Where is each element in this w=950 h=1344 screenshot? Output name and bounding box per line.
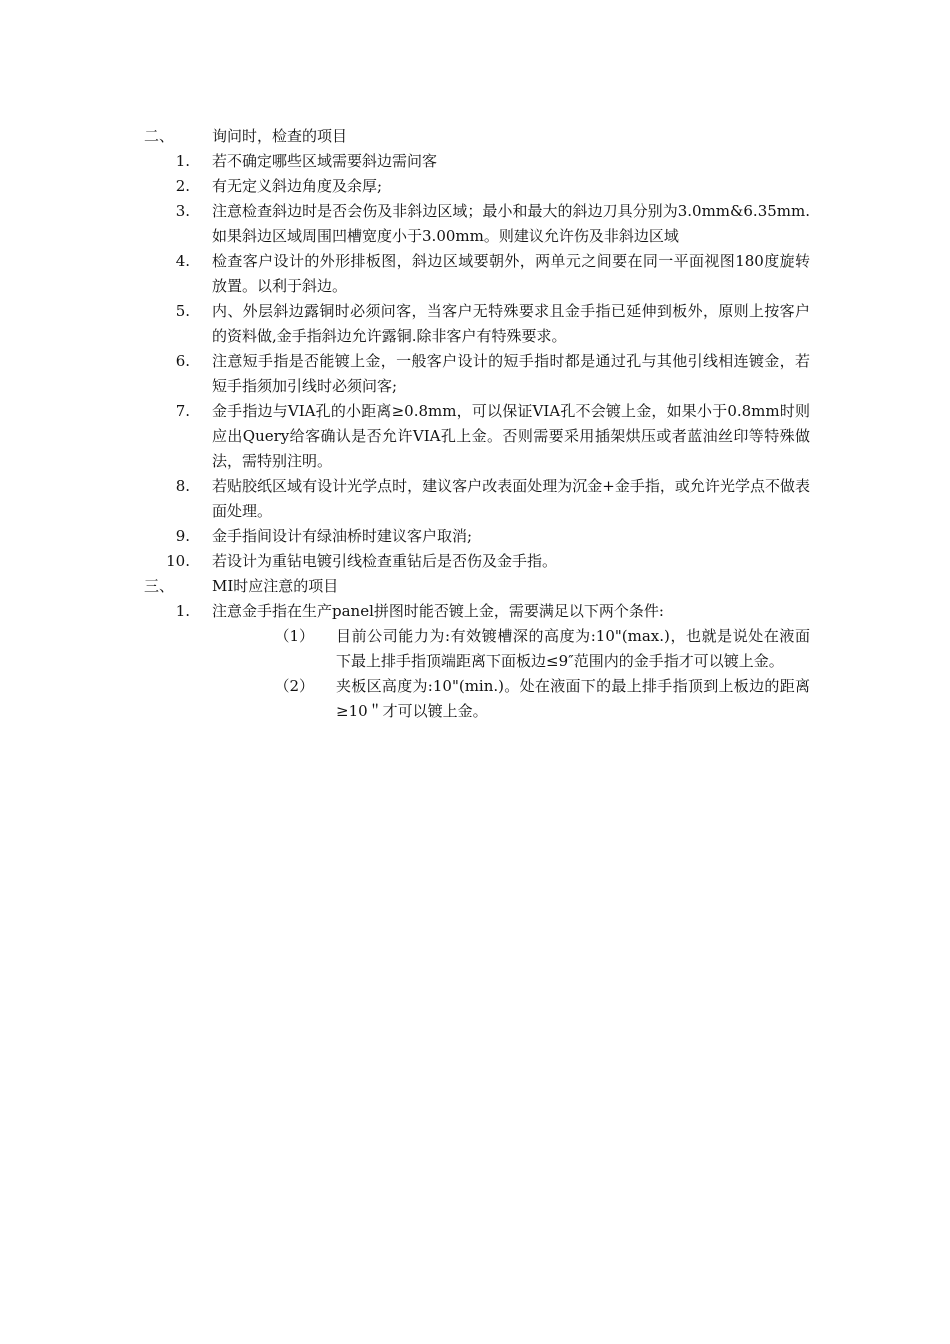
item-number: 8. <box>175 477 190 495</box>
list-item <box>140 249 810 299</box>
item-text: 若不确定哪些区域需要斜边需问客 <box>212 152 438 170</box>
item-text: 有无定义斜边角度及余厚; <box>212 177 383 195</box>
item-text: 注意检查斜边时是否会伤及非斜边区域；最小和最大的斜边刀具分别为3.0mm&6.35mm.如果斜边区域周围凹槽宽度小于3.00mm。则建议允许伤及非斜边区域 <box>212 202 810 245</box>
list-item <box>140 549 810 574</box>
item-number: 5. <box>175 302 190 320</box>
item-text: 金手指间设计有绿油桥时建议客户取消; <box>212 527 473 545</box>
sub-item-text: 夹板区高度为:10"(min.)。处在液面下的最上排手指顶到上板边的距离≥10＂才可以镀上金。 <box>336 677 810 720</box>
section-title: MI时应注意的项目 <box>212 577 339 595</box>
sub-item-number: （2） <box>274 677 314 695</box>
item-number: 2. <box>175 177 190 195</box>
item-number: 4. <box>175 252 190 270</box>
section-title: 询问时，检查的项目 <box>212 127 348 145</box>
item-text: 内、外层斜边露铜时必须问客，当客户无特殊要求且金手指已延伸到板外，原则上按客户的资料做,金手指斜边允许露铜.除非客户有特殊要求。 <box>212 302 810 345</box>
list-item <box>140 524 810 549</box>
item-text: 金手指边与VIA孔的小距离≥0.8mm，可以保证VIA孔不会镀上金，如果小于0.8mm时则应出Query给客确认是否允许VIA孔上金。否则需要采用插架烘压或者蓝油丝印等特殊做法，需特别注明。 <box>212 402 810 470</box>
item-number: 10. <box>166 552 190 570</box>
list-item <box>140 349 810 399</box>
list-item <box>140 474 810 524</box>
item-text: 若贴胶纸区域有设计光学点时，建议客户改表面处理为沉金+金手指，或允许光学点不做表面处理。 <box>212 477 810 520</box>
item-text: 若设计为重钻电镀引线检查重钻后是否伤及金手指。 <box>212 552 558 570</box>
list-item <box>140 174 810 199</box>
sub-item-text: 目前公司能力为:有效镀槽深的高度为:10"(max.)，也就是说处在液面下最上排手指顶端距离下面板边≤9″范围内的金手指才可以镀上金。 <box>336 627 810 670</box>
section-heading <box>140 124 810 149</box>
sub-list-item <box>140 674 810 724</box>
item-text: 注意金手指在生产panel拼图时能否镀上金，需要满足以下两个条件: <box>212 602 664 620</box>
list-item <box>140 299 810 349</box>
item-number: 6. <box>175 352 190 370</box>
list-item <box>140 149 810 174</box>
sub-list-item <box>140 624 810 674</box>
item-text: 检查客户设计的外形排板图，斜边区域要朝外，两单元之间要在同一平面视图180度旋转放置。以利于斜边。 <box>212 252 810 295</box>
item-number: 1. <box>175 602 190 620</box>
document-content <box>140 124 810 724</box>
section-number: 二、 <box>144 127 175 145</box>
item-text: 注意短手指是否能镀上金，一般客户设计的短手指时都是通过孔与其他引线相连镀金，若短手指须加引线时必须问客; <box>212 352 810 395</box>
section-heading <box>140 574 810 599</box>
item-number: 7. <box>175 402 190 420</box>
item-number: 3. <box>175 202 190 220</box>
list-item <box>140 199 810 249</box>
item-number: 9. <box>175 527 190 545</box>
list-item <box>140 399 810 474</box>
section-number: 三、 <box>144 577 175 595</box>
list-item <box>140 599 810 624</box>
sub-item-number: （1） <box>274 627 314 645</box>
item-number: 1. <box>175 152 190 170</box>
